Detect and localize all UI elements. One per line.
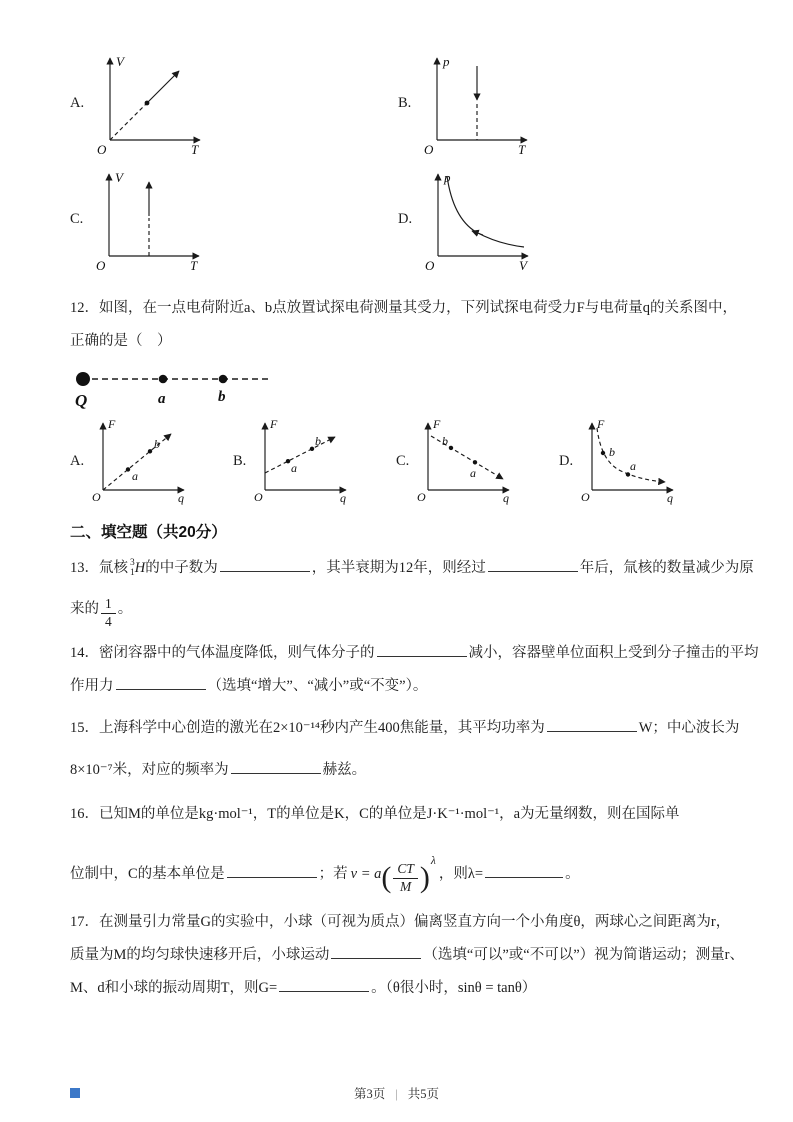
q14-text-d: （选填“增大”、“减小”或“不变”）。 bbox=[207, 678, 428, 694]
q12-option-c bbox=[396, 416, 559, 506]
footer-separator: | bbox=[395, 1087, 398, 1101]
point-a-label: a bbox=[132, 469, 139, 483]
q14-text-b: 减小，容器壁单位面积上受到分子撞击的平均 bbox=[468, 645, 759, 661]
option-b-label: B. bbox=[398, 94, 412, 111]
velocity-formula bbox=[350, 855, 436, 894]
origin-label: O bbox=[425, 258, 435, 272]
point-b-dot bbox=[310, 447, 314, 451]
charge-line-diagram bbox=[70, 366, 282, 410]
q13-text-c: ，其半衰期为12年，则经过 bbox=[311, 560, 486, 576]
point-a-dot bbox=[159, 375, 168, 384]
close-paren: ) bbox=[419, 861, 430, 894]
q17-text-b: 质量为M的均匀球快速移开后，小球运动 bbox=[70, 947, 330, 963]
graph-f-q-proportional bbox=[90, 416, 190, 506]
answer-blank bbox=[220, 557, 310, 573]
q12-option-a-label: A. bbox=[70, 452, 85, 469]
q14-text-a: 14．密闭容器中的气体温度降低，则气体分子的 bbox=[70, 645, 375, 661]
q16-text-c: ；若 bbox=[318, 866, 348, 882]
dashed-trend-line bbox=[265, 437, 335, 473]
graph-v-t-linear bbox=[92, 50, 207, 156]
option-c-label: C. bbox=[70, 210, 84, 227]
top-graph-row-1 bbox=[70, 50, 733, 156]
answer-blank bbox=[279, 977, 369, 993]
answer-blank bbox=[231, 759, 321, 775]
origin-label: O bbox=[254, 490, 263, 504]
q12-option-row bbox=[70, 416, 733, 506]
question-14 bbox=[70, 637, 759, 703]
origin-label: O bbox=[96, 258, 106, 272]
graph-v-t-vertical-up bbox=[91, 166, 206, 272]
q13-line2 bbox=[70, 585, 733, 633]
q12-option-d bbox=[559, 416, 722, 506]
point-a-label: a bbox=[630, 459, 637, 473]
section-2-title: 二、填空题（共20分） bbox=[70, 524, 227, 541]
graph-p-t-vertical-down bbox=[419, 50, 534, 156]
q12-option-b bbox=[233, 416, 396, 506]
data-point bbox=[145, 101, 150, 106]
q17-text-a: 17．在测量引力常量G的实验中，小球（可视为质点）偏离竖直方向一个小角度θ，两球心之间距离为r， bbox=[70, 914, 731, 930]
q12-option-a bbox=[70, 416, 233, 506]
q16-line1 bbox=[70, 795, 733, 833]
q15-line1 bbox=[70, 707, 740, 749]
answer-blank bbox=[227, 863, 317, 879]
point-b-label: b bbox=[609, 445, 616, 459]
x-axis-label: V bbox=[519, 258, 528, 272]
q17-line3 bbox=[70, 972, 733, 1005]
formula-numerator: CT bbox=[393, 861, 418, 879]
q12-option-b-label: B. bbox=[233, 452, 247, 469]
x-axis-label: q bbox=[503, 491, 510, 505]
option-a-cell bbox=[70, 50, 398, 156]
x-axis-label: q bbox=[178, 491, 185, 505]
q13-text-e: 来的 bbox=[70, 601, 99, 617]
point-a-dot bbox=[286, 459, 290, 463]
point-a-dot bbox=[126, 467, 130, 471]
q13-text-f: 。 bbox=[117, 601, 133, 617]
point-b-label: b bbox=[154, 437, 161, 451]
q16-text-e: 。 bbox=[565, 866, 580, 882]
y-axis-label: F bbox=[433, 417, 441, 431]
fraction-denominator: 4 bbox=[105, 614, 112, 629]
question-17 bbox=[70, 906, 744, 1005]
fraction-numerator: 1 bbox=[101, 596, 116, 614]
open-paren: ( bbox=[381, 861, 392, 894]
q13-text-b: 的中子数为 bbox=[145, 560, 218, 576]
q16-line2 bbox=[70, 833, 733, 902]
origin-label: O bbox=[417, 490, 426, 504]
answer-blank bbox=[116, 675, 206, 691]
q12-text-1: 12．如图，在一点电荷附近a、b点放置试探电荷测量其受力，下列试探电荷受力F与电荷量q的关系图中， bbox=[70, 300, 737, 316]
footer-total-pages: 共5页 bbox=[407, 1087, 440, 1101]
source-charge-dot bbox=[76, 372, 90, 386]
q12-text-2: 正确的是（ ） bbox=[70, 333, 172, 349]
y-axis-label: V bbox=[116, 54, 125, 69]
graph-f-q-decreasing bbox=[415, 416, 515, 506]
q13-text-a: 13．氚核 bbox=[70, 560, 128, 576]
isotherm-curve bbox=[447, 176, 524, 247]
origin-label: O bbox=[424, 142, 434, 156]
y-axis-label: p bbox=[444, 170, 451, 185]
answer-blank bbox=[377, 642, 467, 658]
mass-number: 3 bbox=[130, 558, 135, 569]
source-charge-label: Q bbox=[75, 391, 88, 410]
q14-line1 bbox=[70, 637, 759, 670]
origin-label: O bbox=[92, 490, 101, 504]
formula-denominator: M bbox=[400, 879, 412, 894]
q15-text-b: W；中心波长为 bbox=[638, 720, 740, 736]
answer-blank bbox=[488, 557, 578, 573]
question-15 bbox=[70, 707, 740, 791]
x-axis-label: T bbox=[518, 142, 526, 156]
atomic-number: 1 bbox=[130, 568, 135, 578]
dashed-curve bbox=[597, 428, 665, 482]
formula-exponent: λ bbox=[430, 855, 436, 867]
curve-arrow bbox=[472, 231, 483, 235]
point-b-label: b bbox=[315, 434, 322, 448]
y-axis-label: F bbox=[270, 417, 278, 431]
formula-lhs: v = a bbox=[350, 866, 382, 882]
x-axis-label: q bbox=[667, 491, 674, 505]
top-graph-row-2 bbox=[70, 166, 733, 272]
y-axis-label: p bbox=[443, 54, 450, 69]
point-b-dot bbox=[449, 446, 453, 450]
point-a-dot bbox=[473, 460, 477, 464]
q16-text-b: 位制中，C的基本单位是 bbox=[70, 866, 225, 882]
y-axis-label: V bbox=[115, 170, 124, 185]
point-b-label: b bbox=[442, 434, 449, 448]
q14-text-c: 作用力 bbox=[70, 678, 114, 694]
q12-line2 bbox=[70, 325, 733, 358]
q12-option-d-label: D. bbox=[559, 452, 574, 469]
origin-label: O bbox=[581, 490, 590, 504]
q17-line1 bbox=[70, 906, 733, 939]
option-a-label: A. bbox=[70, 94, 85, 111]
answer-blank bbox=[331, 944, 421, 960]
q12-option-c-label: C. bbox=[396, 452, 410, 469]
q15-text-c: 8×10⁻⁷米，对应的频率为 bbox=[70, 762, 229, 778]
x-axis-label: T bbox=[190, 258, 198, 272]
point-b-dot bbox=[219, 375, 228, 384]
element-symbol: H bbox=[134, 560, 146, 576]
option-d-cell bbox=[398, 166, 535, 272]
q16-text-d: ，则λ= bbox=[438, 866, 484, 882]
question-16 bbox=[70, 795, 733, 902]
answer-blank bbox=[547, 717, 637, 733]
q15-line2 bbox=[70, 749, 733, 791]
option-c-cell bbox=[70, 166, 398, 272]
question-13 bbox=[70, 552, 754, 633]
footer-page-number: 第3页 bbox=[353, 1087, 386, 1101]
option-b-cell bbox=[398, 50, 534, 156]
formula-fraction bbox=[393, 861, 418, 896]
q17-line2 bbox=[70, 939, 744, 972]
q15-text-a: 15．上海科学中心创造的激光在2×10⁻¹⁴秒内产生400焦能量，其平均功率为 bbox=[70, 720, 545, 736]
point-a-label: a bbox=[291, 461, 298, 475]
q13-text-d: 年后，氚核的数量减少为原 bbox=[579, 560, 754, 576]
origin-label: O bbox=[97, 142, 107, 156]
graph-p-v-hyperbola bbox=[420, 166, 535, 272]
dashed-segment bbox=[110, 103, 147, 140]
x-axis-label: q bbox=[340, 491, 347, 505]
q12-charge-diagram bbox=[70, 366, 733, 410]
point-a-label: a bbox=[158, 391, 166, 407]
q17-text-e: 。（θ很小时，sinθ = tanθ） bbox=[371, 980, 537, 996]
point-b-dot bbox=[148, 449, 152, 453]
point-b-label: b bbox=[218, 389, 226, 405]
arrow-segment bbox=[147, 71, 179, 103]
q13-line1 bbox=[70, 552, 754, 585]
y-axis-label: F bbox=[108, 417, 116, 431]
fraction-one-quarter bbox=[101, 596, 116, 631]
q17-text-d: M、d和小球的振动周期T，则G= bbox=[70, 980, 278, 996]
graph-f-q-intercept bbox=[252, 416, 352, 506]
point-a-label: a bbox=[470, 466, 477, 480]
q15-text-d: 赫兹。 bbox=[322, 762, 367, 778]
q14-line2 bbox=[70, 670, 733, 703]
point-b-dot bbox=[601, 451, 605, 455]
option-d-label: D. bbox=[398, 210, 413, 227]
y-axis-label: F bbox=[597, 417, 605, 431]
answer-blank bbox=[485, 863, 563, 879]
x-axis-label: T bbox=[191, 142, 199, 156]
q17-text-c: （选填“可以”或“不可以”）视为简谐运动；测量r、 bbox=[423, 947, 744, 963]
q12-line1 bbox=[70, 292, 737, 325]
page-footer bbox=[0, 1084, 793, 1102]
q16-text-a: 16．已知M的单位是kg·mol⁻¹，T的单位是K，C的单位是J·K⁻¹·mol⁻¹，a为无量纲数，则在国际单 bbox=[70, 806, 680, 822]
graph-f-q-hyperbola bbox=[579, 416, 679, 506]
